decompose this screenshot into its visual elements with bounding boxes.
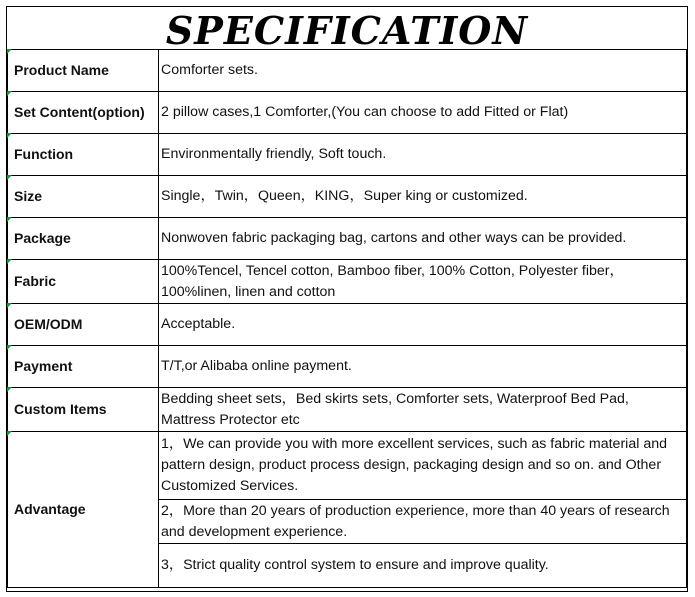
table-row-oem-odm [8,304,687,346]
row-value: Acceptable. [159,304,687,346]
row-value: 100%Tencel, Tencel cotton, Bamboo fiber, 100% Cotton, Polyester fiber，100%linen, linen and cotton [159,260,687,304]
row-value: 2 pillow cases,1 Comforter,(You can choose to add Fitted or Flat) [159,92,687,134]
row-label: Fabric [8,260,159,304]
advantage-item: 1，We can provide you with more excellent services, such as fabric material and pattern design, product process design, packaging design and so on. and Other Customized Services. [159,432,687,500]
table-row-size [8,176,687,218]
row-label: Set Content(option) [8,92,159,134]
row-label: Payment [8,346,159,388]
advantage-item: 3，Strict quality control system to ensure and improve quality. [159,544,687,588]
row-label: Advantage [8,432,159,588]
row-label: OEM/ODM [8,304,159,346]
table-row-advantage [8,432,687,500]
table-row-function [8,134,687,176]
table-row-payment [8,346,687,388]
row-value: Comforter sets. [159,50,687,92]
row-label: Size [8,176,159,218]
row-value: Environmentally friendly, Soft touch. [159,134,687,176]
row-value: T/T,or Alibaba online payment. [159,346,687,388]
table-row-set-content [8,92,687,134]
row-label: Product Name [8,50,159,92]
row-value: Nonwoven fabric packaging bag, cartons and other ways can be provided. [159,218,687,260]
spec-table [7,49,687,588]
page-title: SPECIFICATION [165,8,529,53]
row-value: Bedding sheet sets，Bed skirts sets, Comforter sets, Waterproof Bed Pad, Mattress Protector etc [159,388,687,432]
table-row-product-name [8,50,687,92]
row-label: Function [8,134,159,176]
row-value: Single，Twin，Queen，KING，Super king or customized. [159,176,687,218]
advantage-item: 2，More than 20 years of production experience, more than 40 years of research and development experience. [159,500,687,544]
row-label: Custom Items [8,388,159,432]
specification-sheet [6,6,688,592]
row-label: Package [8,218,159,260]
table-row-custom-items [8,388,687,432]
table-row-package [8,218,687,260]
table-row-fabric [8,260,687,304]
